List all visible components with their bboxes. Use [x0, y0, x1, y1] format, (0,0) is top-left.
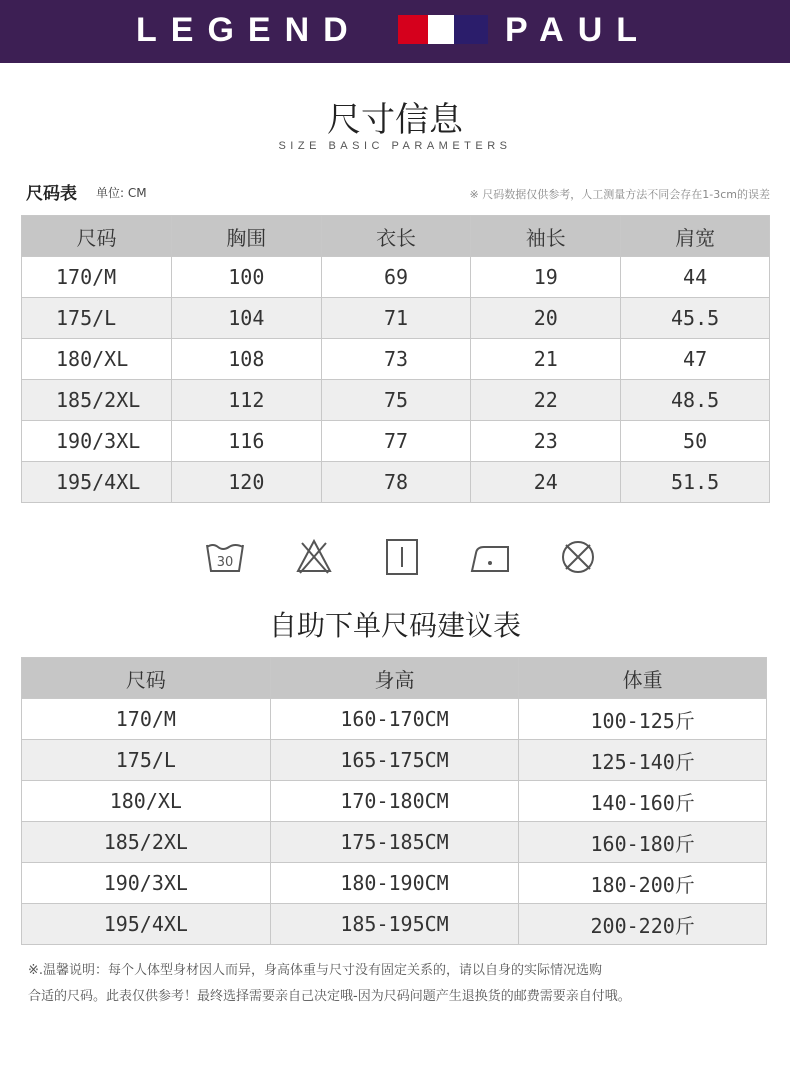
- table-cell: 44: [621, 257, 770, 298]
- table-row: [22, 380, 770, 421]
- size-header-cell: 肩宽: [621, 216, 770, 257]
- table-cell: 20: [471, 298, 621, 339]
- table-row: [22, 257, 770, 298]
- section-title: 尺寸信息: [327, 100, 463, 140]
- table-cell: 120: [171, 462, 321, 503]
- table-cell: 75: [321, 380, 471, 421]
- iron-low-icon: [468, 535, 512, 579]
- recommend-header-cell: 尺码: [22, 658, 271, 699]
- table-cell: 21: [471, 339, 621, 380]
- table-cell: 165-175CM: [270, 740, 519, 781]
- table-row: [22, 740, 767, 781]
- recommend-table-header-row: [22, 658, 767, 699]
- table-cell: 24: [471, 462, 621, 503]
- size-table-note: ※ 尺码数据仅供参考，人工测量方法不同会存在1-3cm的误差: [469, 188, 770, 201]
- table-cell: 190/3XL: [22, 863, 271, 904]
- brand-name-right: PAUL: [505, 11, 652, 49]
- table-cell: 47: [621, 339, 770, 380]
- size-header-cell: 衣长: [321, 216, 471, 257]
- table-cell: 180-200斤: [519, 863, 767, 904]
- table-cell: 140-160斤: [519, 781, 767, 822]
- table-cell: 185/2XL: [22, 822, 271, 863]
- footnote-line-2: 合适的尺码。此表仅供参考！最终选择需要亲自己决定哦-因为尺码问题产生退换货的邮费需要亲自付哦。: [28, 989, 631, 1004]
- table-cell: 180-190CM: [270, 863, 519, 904]
- recommend-table-title: 自助下单尺码建议表: [268, 609, 521, 642]
- table-cell: 69: [321, 257, 471, 298]
- table-cell: 51.5: [621, 462, 770, 503]
- table-cell: 195/4XL: [22, 462, 172, 503]
- table-cell: 100: [171, 257, 321, 298]
- table-row: [22, 699, 767, 740]
- table-cell: 180/XL: [22, 339, 172, 380]
- table-row: [22, 298, 770, 339]
- table-cell: 78: [321, 462, 471, 503]
- table-row: [22, 421, 770, 462]
- recommend-header-cell: 体重: [519, 658, 767, 699]
- size-table-unit: 单位: CM: [96, 186, 147, 200]
- table-cell: 175/L: [22, 740, 271, 781]
- hang-dry-icon: [380, 535, 424, 579]
- size-header-cell: 尺码: [22, 216, 172, 257]
- table-row: [22, 781, 767, 822]
- table-cell: 77: [321, 421, 471, 462]
- table-cell: 112: [171, 380, 321, 421]
- brand-header: [0, 0, 790, 63]
- table-cell: 175/L: [22, 298, 172, 339]
- table-row: [22, 904, 767, 945]
- section-subtitle: SIZE BASIC PARAMETERS: [278, 140, 512, 152]
- table-cell: 73: [321, 339, 471, 380]
- table-cell: 50: [621, 421, 770, 462]
- table-cell: 22: [471, 380, 621, 421]
- table-cell: 170-180CM: [270, 781, 519, 822]
- table-cell: 116: [171, 421, 321, 462]
- recommend-header-cell: 身高: [270, 658, 519, 699]
- table-row: [22, 339, 770, 380]
- table-row: [22, 462, 770, 503]
- table-cell: 125-140斤: [519, 740, 767, 781]
- table-cell: 190/3XL: [22, 421, 172, 462]
- table-cell: 170/M: [22, 257, 172, 298]
- size-table-label: 尺码表: [26, 184, 77, 204]
- table-cell: 175-185CM: [270, 822, 519, 863]
- table-cell: 45.5: [621, 298, 770, 339]
- table-row: [22, 863, 767, 904]
- table-cell: 185-195CM: [270, 904, 519, 945]
- no-bleach-icon: [292, 535, 336, 579]
- table-cell: 100-125斤: [519, 699, 767, 740]
- brand-name-left: LEGEND: [136, 11, 362, 49]
- table-cell: 195/4XL: [22, 904, 271, 945]
- flag-navy-block: [454, 15, 488, 44]
- table-cell: 23: [471, 421, 621, 462]
- no-dry-clean-icon: [556, 535, 600, 579]
- wash-temp-label: 30: [216, 555, 234, 570]
- size-table-header-row: [22, 216, 770, 257]
- table-cell: 160-180斤: [519, 822, 767, 863]
- flag-red-block: [398, 15, 428, 44]
- table-cell: 180/XL: [22, 781, 271, 822]
- size-header-cell: 袖长: [471, 216, 621, 257]
- size-table: [21, 215, 770, 503]
- table-cell: 104: [171, 298, 321, 339]
- table-cell: 170/M: [22, 699, 271, 740]
- table-cell: 160-170CM: [270, 699, 519, 740]
- care-icons: [0, 535, 790, 579]
- table-cell: 185/2XL: [22, 380, 172, 421]
- recommend-table: [21, 657, 767, 945]
- table-cell: 48.5: [621, 380, 770, 421]
- table-cell: 200-220斤: [519, 904, 767, 945]
- table-cell: 108: [171, 339, 321, 380]
- table-cell: 71: [321, 298, 471, 339]
- brand-flag-logo: [398, 15, 488, 44]
- table-row: [22, 822, 767, 863]
- table-cell: 19: [471, 257, 621, 298]
- footnote-line-1: ※.温馨说明：每个人体型身材因人而异，身高体重与尺寸没有固定关系的，请以自身的实际情况选购: [28, 963, 603, 978]
- flag-white-block: [428, 15, 454, 44]
- wash-30-icon: [203, 535, 247, 579]
- size-header-cell: 胸围: [171, 216, 321, 257]
